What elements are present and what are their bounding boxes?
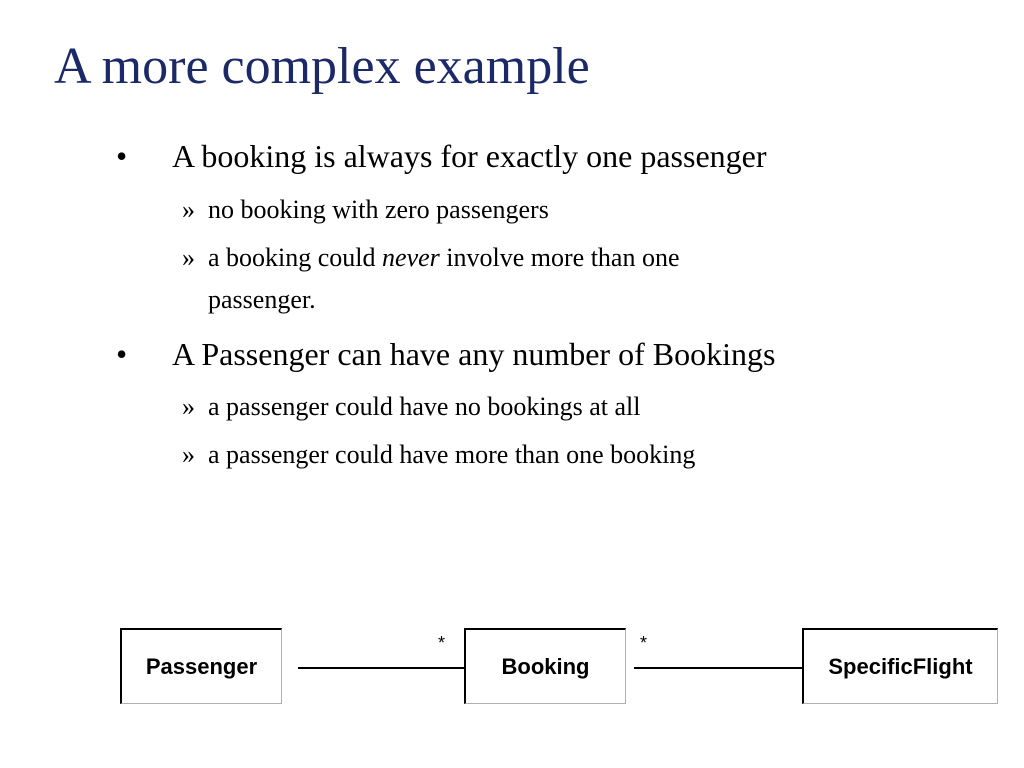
uml-class-specificflight: SpecificFlight	[802, 628, 998, 704]
sub-text: a passenger could have no bookings at all	[208, 392, 641, 421]
association-line-passenger-booking	[298, 667, 464, 669]
sub-text	[208, 242, 680, 273]
sub-text-before: a booking could	[208, 243, 383, 272]
uml-class-booking: Booking	[464, 628, 626, 704]
sub-marker: »	[182, 243, 195, 272]
uml-class-passenger: Passenger	[120, 628, 282, 704]
multiplicity-label: *	[640, 633, 648, 653]
bullet-marker: •	[116, 138, 128, 174]
bullet-text: A Passenger can have any number of Bookings	[172, 336, 776, 372]
multiplicity-label: *	[438, 633, 446, 653]
sub-text: no booking with zero passengers	[208, 195, 549, 224]
sub-text-emphasis: never	[382, 243, 440, 272]
bullet-marker: •	[116, 336, 128, 372]
sub-marker: »	[182, 195, 195, 224]
sub-text-after: involve more than one	[439, 243, 680, 272]
sub-text-continuation: passenger.	[208, 285, 316, 314]
sub-text: a passenger could have more than one booking	[208, 440, 696, 469]
sub-marker: »	[182, 392, 195, 421]
association-line-booking-flight	[634, 667, 802, 669]
bullet-text: A booking is always for exactly one passenger	[172, 138, 767, 174]
slide-title: A more complex example	[54, 38, 590, 95]
sub-marker: »	[182, 440, 195, 469]
